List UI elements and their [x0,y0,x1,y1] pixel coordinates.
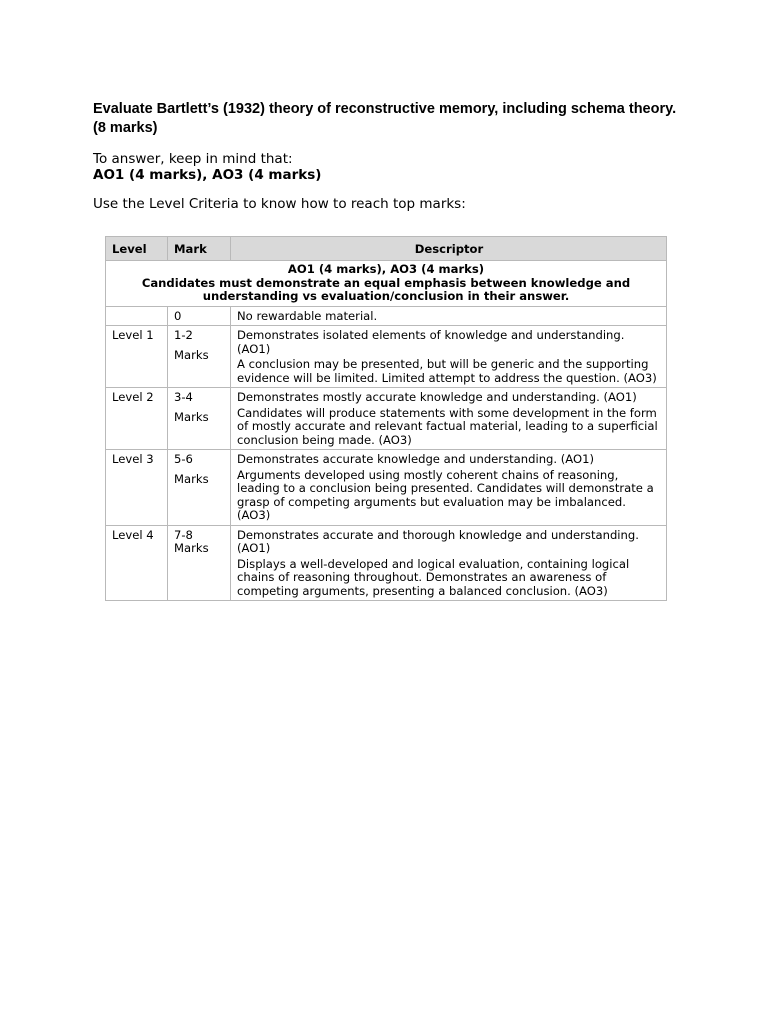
descriptor-ao1: Demonstrates accurate and thorough knowledge and understanding. (AO1) [237,527,639,555]
descriptor-ao3: Displays a well-developed and logical evaluation, containing logical chains of reasoning throughout. Demonstrates an awareness of competing arguments, presenting a balanced conclusion. (AO3) [237,556,630,598]
cell-mark [168,326,231,388]
descriptor-ao3: A conclusion may be presented, but will be generic and the supporting evidence will be limited. Limited attempt to address the question. (AO3) [237,357,657,385]
descriptor-ao3: Arguments developed using mostly coherent chains of reasoning, leading to a conclusion being presented. Candidates will demonstrate a grasp of competing arguments but evaluation may be imbalanced. (AO3) [237,467,654,522]
header-level: Level [106,237,168,261]
table-row-level-3 [106,450,667,526]
level-criteria-table [105,236,667,601]
banner-ao-line: AO1 (4 marks), AO3 (4 marks) [287,262,485,276]
mark-word: Marks [174,471,209,486]
cell-descriptor [231,450,667,526]
descriptor-ao1: Demonstrates accurate knowledge and understanding. (AO1) [237,452,595,466]
header-descriptor: Descriptor [231,237,667,261]
descriptor-ao3: Candidates will produce statements with some development in the form of mostly accurate and relevant factual material, leading to a superficial conclusion being made. (AO3) [237,405,658,447]
table-row-level-2 [106,388,667,450]
mark-word: Marks [174,347,209,362]
table-row-zero [106,306,667,326]
assessment-objectives: AO1 (4 marks), AO3 (4 marks) [93,167,322,183]
banner-emphasis-line: Candidates must demonstrate an equal emphasis between knowledge and understanding vs evaluation/conclusion in their answer. [141,275,631,303]
table-header-row [106,237,667,261]
cell-level: Level 3 [106,450,168,526]
intro-block [93,151,321,183]
descriptor-ao1: Demonstrates isolated elements of knowledge and understanding. (AO1) [237,328,625,356]
cell-level [106,306,168,326]
cell-mark [168,525,231,601]
cell-mark [168,388,231,450]
cell-level: Level 2 [106,388,168,450]
descriptor-ao1: Demonstrates mostly accurate knowledge and understanding. (AO1) [237,390,637,404]
level-criteria-instruction: Use the Level Criteria to know how to reach top marks: [93,196,466,212]
table-row-level-4 [106,525,667,601]
mark-range: 1-2 [174,328,193,342]
mark-range: 5-6 [174,452,193,466]
header-mark: Mark [168,237,231,261]
intro-lead: To answer, keep in mind that: [93,151,293,167]
question-title: Evaluate Bartlett’s (1932) theory of reconstructive memory, including schema theory. (8 marks) [93,101,677,136]
cell-mark: 0 [168,306,231,326]
cell-descriptor [231,388,667,450]
mark-word: Marks [174,409,209,424]
table-row-level-1 [106,326,667,388]
cell-level: Level 4 [106,525,168,601]
mark-range: 3-4 [174,390,193,404]
cell-level: Level 1 [106,326,168,388]
mark-range: 7-8 [174,527,193,542]
cell-mark [168,450,231,526]
cell-descriptor [231,326,667,388]
cell-descriptor [231,525,667,601]
mark-word: Marks [174,541,209,555]
banner-row [106,261,667,307]
banner-cell [106,261,667,307]
cell-descriptor: No rewardable material. [231,306,667,326]
